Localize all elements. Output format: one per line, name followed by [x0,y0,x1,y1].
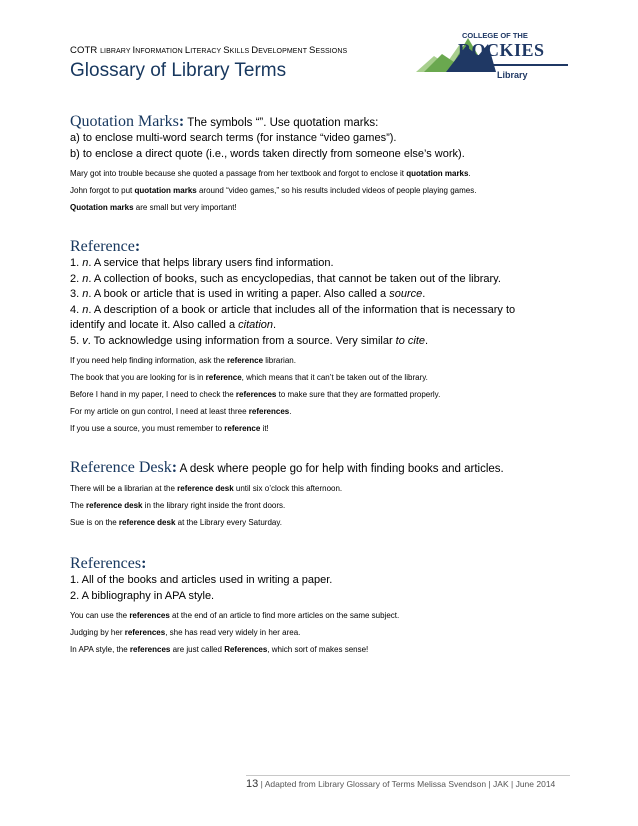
text-run: A desk where people go for help with finding books and articles. [177,463,504,475]
series-header-part: I [132,45,136,56]
text-run: references [129,645,171,654]
text-run: reference [227,356,264,365]
text-run: 5. [70,334,83,347]
text-run: source [389,288,423,300]
text-run: . A service that helps library users find information. [88,257,334,269]
term-line [70,556,570,573]
series-header-part: S [309,45,316,56]
series-header-part: NFORMATION [135,48,185,55]
text-run: reference desk [118,518,176,527]
text-run: identify and locate it. Also called a [70,319,239,331]
text-run: John forgot to put [70,186,135,195]
series-header-part: S [223,45,230,56]
text-run: a) to enclose multi-word search terms (for instance “video games”). [70,132,397,144]
example-sentence [70,644,570,655]
logo-text-top: COLLEGE OF THE [462,31,528,40]
definition-line [70,318,570,334]
glossary-entry [70,460,570,528]
text-run: , which sort of makes sense! [267,645,369,654]
text-run: are just called [170,645,225,654]
glossary-term: Reference [70,238,135,255]
text-run: n [82,288,89,300]
text-run: until six o’clock this afternoon. [233,484,343,493]
footer-rule [246,775,570,776]
text-run: quotation marks [406,169,469,178]
term-colon: : [171,459,178,476]
text-run: around “video games,” so his results included videos of people playing games. [196,186,477,195]
text-run: references [129,611,170,620]
text-run: Before I hand in my paper, I need to check the [70,390,236,399]
logo-text-library: Library [497,70,528,80]
text-run: at the end of an article to find more articles on the same subject. [169,611,400,620]
example-sentence [70,406,570,417]
glossary-entry [70,556,570,655]
example-sentence [70,423,570,434]
text-run: If you use a source, you must remember to [70,424,225,433]
text-run: The [70,501,87,510]
series-header-part: D [251,45,259,56]
text-run: b) to enclose a direct quote (i.e., words taken directly from someone else’s work). [70,147,465,160]
text-run: The book that you are looking for is in [70,373,206,382]
text-run: . [422,288,426,300]
text-run: In APA style, the [70,645,130,654]
footer-text: | Adapted from Library Glossary of Terms Melissa Svendson | JAK | June 2014 [258,779,556,789]
series-header-part: KILLS [229,48,252,55]
text-run: 1. [70,257,83,269]
term-line [70,460,570,477]
text-run: references [235,390,277,399]
text-run: quotation marks [134,186,197,195]
term-line [70,114,570,131]
text-run: reference desk [177,484,234,493]
text-run: . A description of a book or article that includes all of the information that is necessary to [88,303,516,316]
text-run: . To acknowledge using information from a source. Very similar [87,334,396,347]
series-header-part: LIBRARY [100,48,133,55]
definition-line [70,131,570,147]
example-sentence [70,500,570,511]
text-run: . A book or article that is used in writing a paper. Also called a [88,288,390,300]
text-run: references [248,407,290,416]
example-sentence [70,355,570,366]
definition-line [70,589,570,605]
definition-line [70,256,570,272]
series-header-part: EVELOPMENT [258,48,309,55]
text-run: v [82,334,88,347]
text-run: . [289,407,292,416]
text-run: Judging by her [70,628,125,637]
text-run: Mary got into trouble because she quoted a passage from her textbook and forgot to enclose it [70,169,407,178]
example-sentence [70,168,570,179]
entry-spacer [70,434,570,460]
series-header-part: L [184,45,191,56]
example-sentence [70,202,570,213]
text-run: , she has read very widely in her area. [165,628,301,637]
text-run: reference [205,373,242,382]
example-sentence [70,610,570,621]
page-title: Glossary of Library Terms [70,60,287,81]
text-run: There will be a librarian at the [70,484,178,493]
text-run: 2. A bibliography in APA style. [70,589,215,602]
text-run: reference desk [86,501,143,510]
term-colon: : [178,113,185,130]
text-run: at the Library every Saturday. [175,518,282,527]
text-run: n [82,272,89,285]
text-run: You can use the [70,611,130,620]
page-footer [246,778,555,790]
text-run: . [468,169,471,178]
example-sentence [70,185,570,196]
series-header-part: ESSIONS [315,48,348,55]
text-run: n [82,257,89,269]
example-sentence [70,483,570,494]
text-run: 1. All of the books and articles used in writing a paper. [70,574,333,586]
glossary-entry [70,114,570,213]
example-sentence [70,389,570,400]
text-run: it! [260,424,269,433]
definition-line [70,334,570,350]
definition-line [70,287,570,303]
logo-text-main: ROCKIES [458,40,545,60]
series-header [70,45,347,56]
term-colon: : [141,555,147,572]
text-run: Quotation marks [70,203,134,212]
text-run: to make sure that they are formatted properly. [276,390,441,399]
definition-line [70,303,570,319]
term-line [70,239,570,256]
text-run: n [82,303,89,316]
definition-line [70,147,570,163]
entry-spacer [70,213,570,239]
text-run: . A collection of books, such as encyclopedias, that cannot be taken out of the library. [88,272,501,285]
text-run: The symbols “”. Use quotation marks: [184,117,379,129]
text-run: 3. [70,288,83,300]
example-sentence [70,372,570,383]
example-sentence [70,627,570,638]
text-run: Sue is on the [70,518,119,527]
series-header-part: COTR [70,45,101,56]
glossary-term: Quotation Marks [70,113,179,130]
text-run: , which means that it can’t be taken out of the library. [241,373,428,382]
text-run: References [224,645,268,654]
glossary-content [70,114,570,655]
text-run: 2. [70,272,83,285]
logo-rule [456,64,568,66]
text-run: . [273,319,277,331]
page-number: 13 [246,778,259,790]
entry-spacer [70,528,570,556]
text-run: citation [238,319,274,331]
text-run: to cite [395,334,426,347]
definition-line [70,272,570,288]
text-run: references [124,628,166,637]
text-run: If you need help finding information, ask the [70,356,227,365]
text-run: 4. [70,303,83,316]
text-run: For my article on gun control, I need at least three [70,407,249,416]
glossary-term: References [70,555,142,572]
definition-line [70,573,570,589]
glossary-entry [70,239,570,434]
text-run: . [425,334,429,347]
text-run: reference [224,424,261,433]
glossary-term: Reference Desk [70,459,172,476]
series-header-part: ITERACY [190,48,224,55]
text-run: librarian. [263,356,296,365]
term-colon: : [134,238,141,255]
text-run: are small but very important! [133,203,237,212]
example-sentence [70,517,570,528]
text-run: in the library right inside the front doors. [142,501,286,510]
